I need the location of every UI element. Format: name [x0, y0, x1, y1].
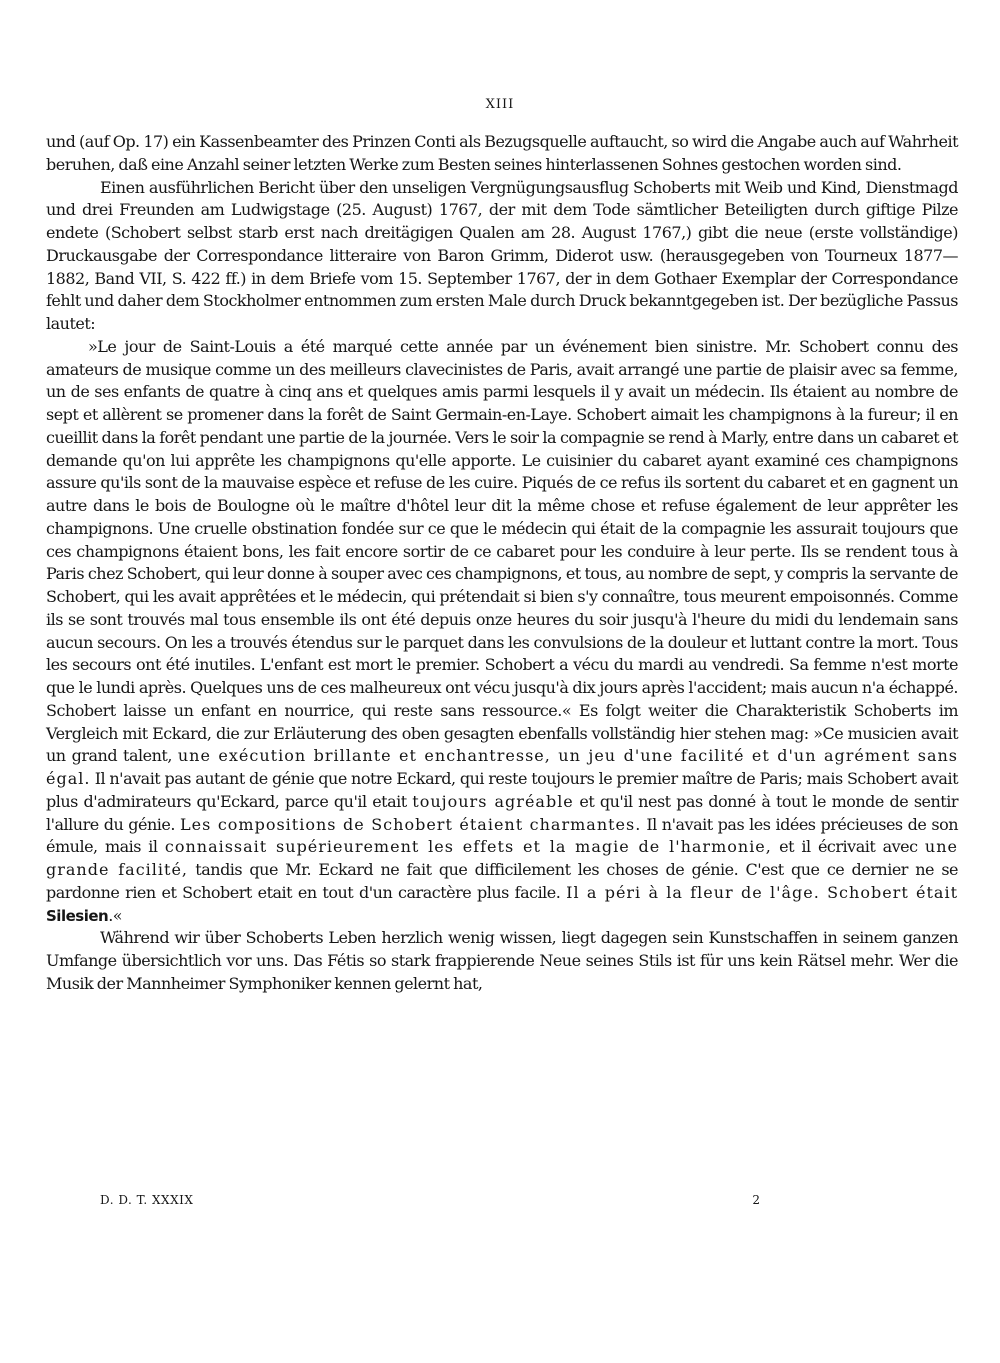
paragraph-report: Einen ausführlichen Bericht über den unseligen Vergnügungsausflug Schoberts mit Weib und Kind, Dienstmagd und drei Freunden am Ludwigstage (25. August) 1767, der mit dem Tode sämtlicher Beteiligten durch giftige Pilze endete (Schobert selbst starb erst nach dreitägigen Qualen am 28. August 1767,) gibt die neue (erste vollständige) Druckausgabe der Correspondance litteraire von Baron Grimm, Diderot usw. (herausgegeben von Tourneux 1877—1882, Band VII, S. 422 ff.) in dem Briefe vom 15. September 1767, der in dem Gothaer Exemplar der Correspondance fehlt und daher dem Stockholmer entnommen zum ersten Male durch Druck bekanntgegeben ist. Der bezügliche Passus lautet: [46, 177, 958, 333]
paragraph-quote [46, 336, 958, 928]
footer-signature: D. D. T. XXXIX [100, 1193, 194, 1207]
quote-text-genie: tandis que Mr. Eckard ne fait que difficilement les choses de génie. C'est que ce dernier ne se pardonne rien et Schobert etait en tout d'un caractère plus facile. [46, 860, 958, 902]
page-footer [100, 1191, 760, 1209]
quote-text-emule: Il n'avait pas les idées précieuses de son émule, mais il [46, 814, 959, 857]
quote-text: »Le jour de Saint-Louis a été marqué cette année par un événement bien sinistre. Mr. Schobert connu des amateurs de musique comme un des meilleurs clavecinistes de Paris, avait arrangé une partie de plaisir avec sa femme, un de ses enfants de quatre à cinq ans et quelques amis parmi lesquels il y avait un médecin. Ils étaient au nombre de sept et allèrent se promener dans la forêt de Saint Germain-en-Laye. Schobert aimait les champignons à la fureur; il en cueillit dans la forêt pendant une partie de la journée. Vers le soir la compagnie se rend à Marly, entre dans un cabaret et demande qu'on lui apprête les champignons qu'elle apporte. Le cuisinier du cabaret ayant examiné ces champignons assure qu'ils sont de la mauvaise espèce et refuse de les cuire. Piqués de ce refus ils sortent du cabaret et en gagnent un autre dans le bois de Boulogne où le maître d'hôtel leur dit la même chose et refuse également de leur apprêter les champignons. Une cruelle obstination fondée sur ce que le médecin qui était de la compagnie les assurait toujours que ces champignons étaient bons, les fait encore sortir de ce cabaret pour les conduire à leur perte. Ils se rendent tous à Paris chez Schobert, qui leur donne à souper avec ces champignons, et tous, au nombre de sept, y compris la servante de Schobert, qui les avait apprêtées et le médecin, qui prétendait si bien s'y connaître, tous meurent empoisonnés. Comme ils se sont trouvés mal tous ensemble ils ont été depuis onze heures du soir jusqu'à l'heure du midi du lendemain sans aucun secours. On les a trouvés étendus sur le parquet dans les convulsions de la douleur et luttant contre la mort. Tous les secours ont été inutiles. L'enfant est mort le premier. Schobert a vécu du mardi au vendredi. Sa femme n'est morte que le lundi après. Quelques uns de ces malheureux ont vécu jusqu'à dix jours après l'accident; mais aucun n'a échappé. Schobert laisse un enfant en nourrice, qui reste sans ressource.« Es folgt weiter die Charakteristik Schoberts im Vergleich mit Eckard, die zur Erläuterung des oben gesagten ebenfalls vollständig hier stehen mag: [46, 336, 958, 743]
spaced-phrase-harmonie: connaissait supérieurement les effets et la magie de l'harmonie, [164, 837, 772, 857]
body-text [46, 131, 958, 996]
quote-text-eckard: Il n'avait pas autant de génie que notre Eckard, qui reste toujours le premier maître de Paris; mais Schobert avait plus d'admirateurs qu'Eckard, parce qu'il etait [46, 769, 958, 811]
spaced-phrase-compositions: Les compositions de Schobert étaient charmantes. [180, 814, 642, 834]
bold-word-silesien: Silesien [46, 906, 109, 925]
spaced-phrase-facilite: une grande facilité, [46, 837, 958, 879]
page-number-header: XIII [485, 97, 515, 112]
spaced-phrase-agreable: toujours agréable [412, 791, 574, 811]
spaced-phrase-execution: une exécution brillante et enchantresse, un jeu d'une facilité et d'un agrément sans égal. [46, 746, 959, 788]
spaced-phrase-peri: Il a péri à la fleur de l'âge. Schobert était [566, 882, 959, 902]
quote-text-ecrivait: et il écrivait avec [771, 837, 925, 857]
quote-open: »Ce musicien avait un grand talent, [46, 723, 958, 766]
paragraph-kunstschaffen: Während wir über Schoberts Leben herzlich wenig wissen, liegt dagegen sein Kunstschaffen in seinem ganzen Umfange übersichtlich vor uns. Das Fétis so stark frappierende Neue seines Stils ist für uns kein Rätsel mehr. Wer die Musik der Mannheimer Symphoniker kennen gelernt hat, [46, 928, 958, 993]
quote-text-allure: et qu'il nest pas donné à tout le monde de sentir l'allure du génie. [46, 791, 958, 834]
quote-close: .« [108, 905, 123, 925]
footer-sheet-number: 2 [752, 1193, 760, 1207]
paragraph-continuation: und (auf Op. 17) ein Kassenbeamter des Prinzen Conti als Bezugsquelle auftaucht, so wird die Angabe auch auf Wahrheit beruhen, daß eine Anzahl seiner letzten Werke zum Besten seines hinterlassenen Sohnes gestochen worden sind. [46, 132, 958, 174]
